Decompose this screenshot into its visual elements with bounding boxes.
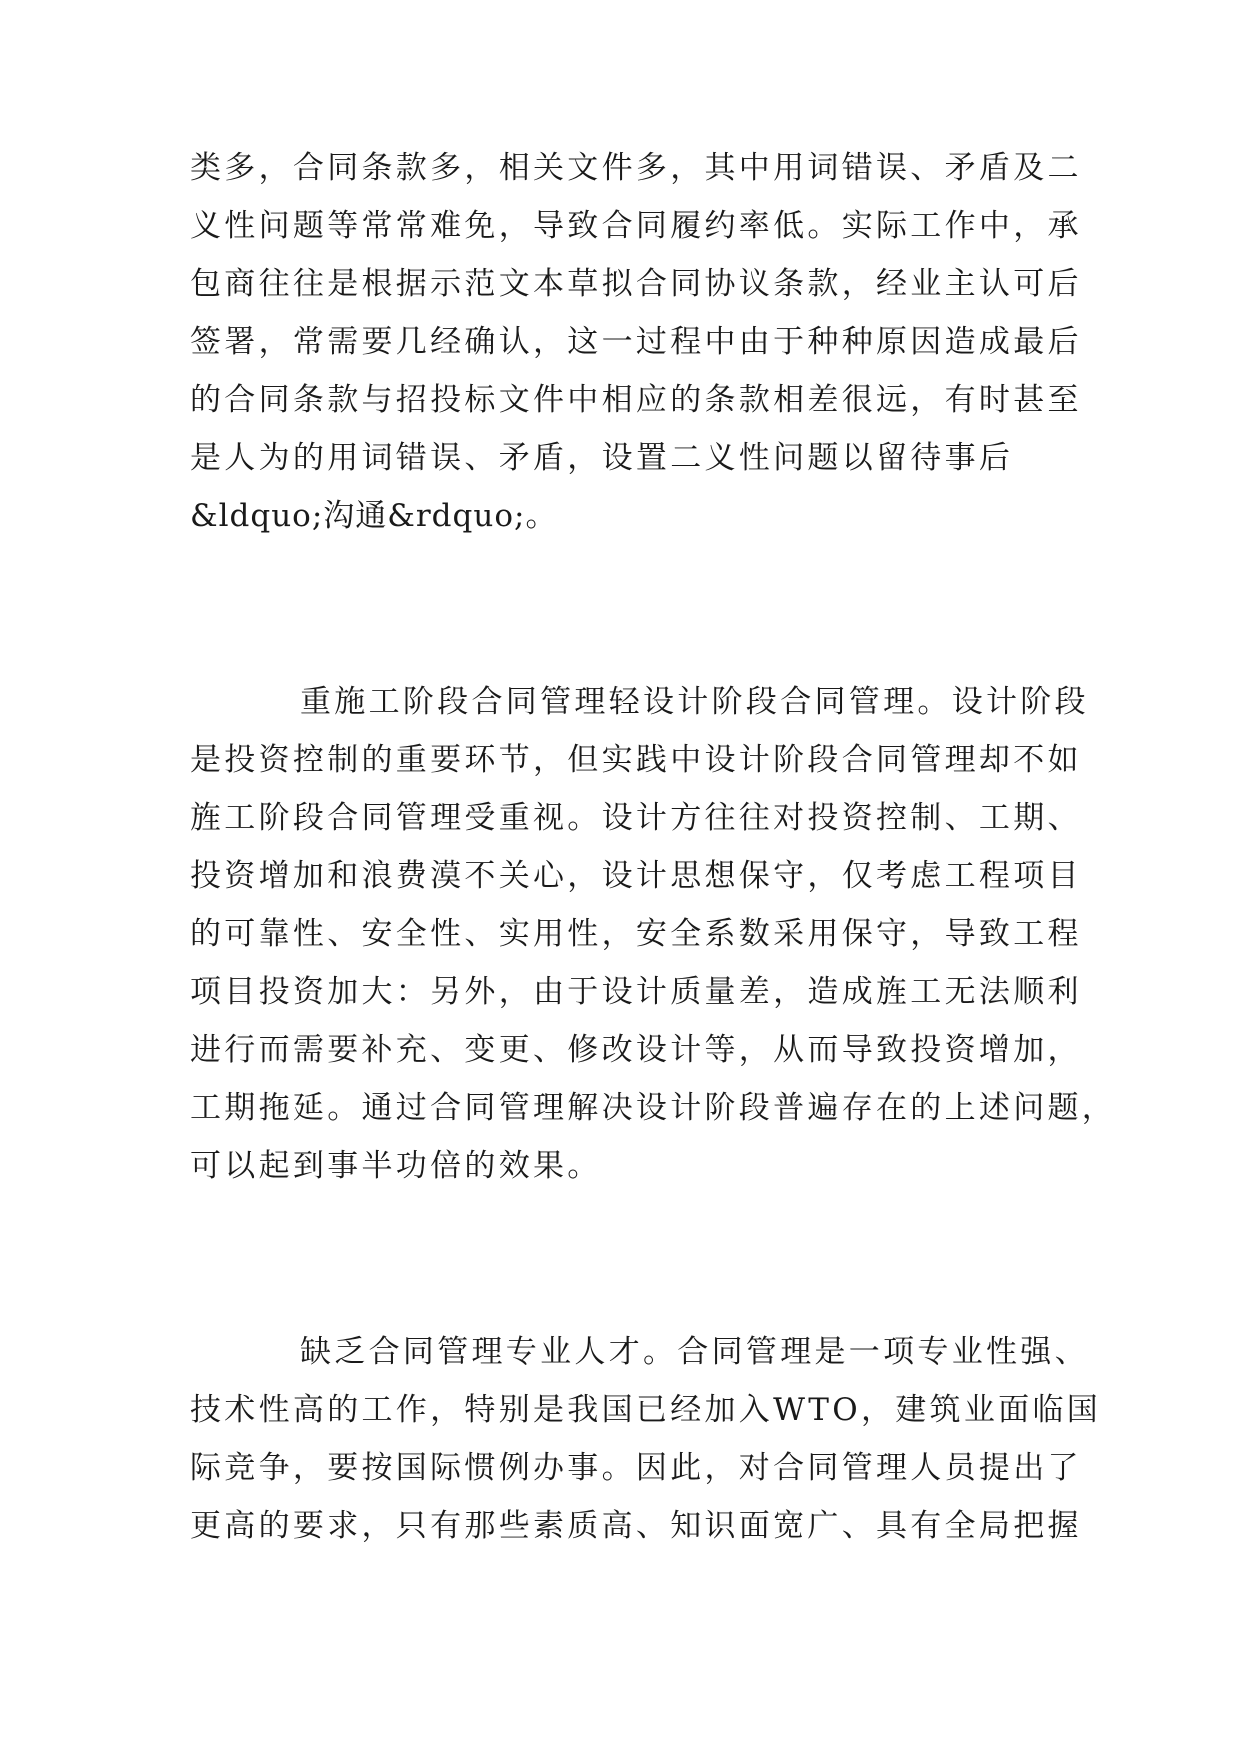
paragraph-2-line-7: 进行而需要补充、变更、修改设计等，从而导致投资增加， xyxy=(190,1032,1082,1068)
paragraph-1-line-4: 签署，常需要几经确认，这一过程中由于种种原因造成最后 xyxy=(190,324,1082,360)
paragraph-2-line-6: 项目投资加大：另外，由于设计质量差，造成旌工无法顺利 xyxy=(190,974,1082,1010)
paragraph-3-line-4: 更高的要求，只有那些素质高、知识面宽广、具有全局把握 xyxy=(190,1508,1082,1544)
paragraph-1-line-7: &ldquo;沟通&rdquo;。 xyxy=(190,498,558,534)
paragraph-2-line-2: 是投资控制的重要环节，但实践中设计阶段合同管理却不如 xyxy=(190,742,1082,778)
paragraph-2-line-9: 可以起到事半功倍的效果。 xyxy=(190,1148,602,1184)
paragraph-2-line-5: 的可靠性、安全性、实用性，安全系数采用保守，导致工程 xyxy=(190,916,1082,952)
paragraph-1-line-5: 的合同条款与招投标文件中相应的条款相差很远，有时甚至 xyxy=(190,382,1082,418)
paragraph-2-line-4: 投资增加和浪费漠不关心，设计思想保守，仅考虑工程项目 xyxy=(190,858,1082,894)
paragraph-1-line-6: 是人为的用词错误、矛盾，设置二义性问题以留待事后 xyxy=(190,440,1014,476)
paragraph-2-line-3: 旌工阶段合同管理受重视。设计方往往对投资控制、工期、 xyxy=(190,800,1082,836)
paragraph-1-line-2: 义性问题等常常难免，导致合同履约率低。实际工作中，承 xyxy=(190,208,1082,244)
paragraph-2-line-8: 工期拖延。通过合同管理解决设计阶段普遍存在的上述问题， xyxy=(190,1090,1117,1126)
paragraph-3-line-1: 缺乏合同管理专业人才。合同管理是一项专业性强、 xyxy=(300,1334,1089,1370)
paragraph-3-line-2: 技术性高的工作，特别是我国已经加入WTO，建筑业面临国 xyxy=(190,1392,1102,1428)
paragraph-2-line-1: 重施工阶段合同管理轻设计阶段合同管理。设计阶段 xyxy=(300,684,1089,720)
paragraph-1-line-1: 类多，合同条款多，相关文件多，其中用词错误、矛盾及二 xyxy=(190,150,1082,186)
paragraph-3-line-3: 际竞争，要按国际惯例办事。因此，对合同管理人员提出了 xyxy=(190,1450,1082,1486)
paragraph-1-line-3: 包商往往是根据示范文本草拟合同协议条款，经业主认可后 xyxy=(190,266,1082,302)
